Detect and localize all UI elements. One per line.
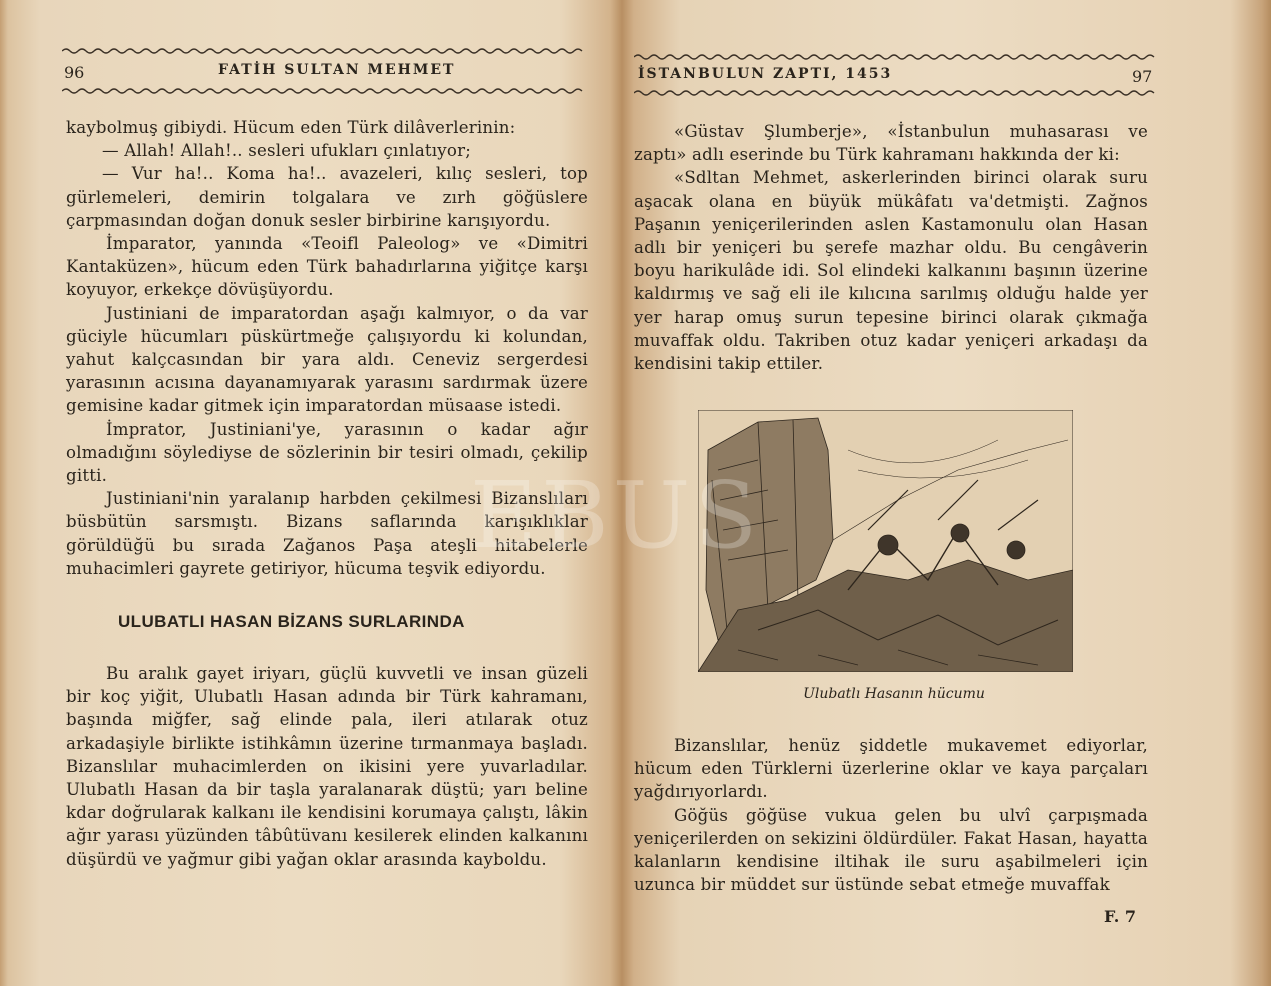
body-text-top xyxy=(66,116,588,580)
paragraph: kaybolmuş gibiydi. Hücum eden Türk dilâverlerinin: xyxy=(66,118,516,137)
paragraph: Justiniani'nin yaralanıp harbden çekilmesi Bizanslıları büsbütün sarsmıştı. Bizans saflarında karışıklıklar görüldüğü bu sırada Zağanos Paşa ateşli hitabelerle muhacimleri gayrete getiriyor, hücuma teşvik ediyordu. xyxy=(66,489,588,578)
signature-mark: F. 7 xyxy=(1104,907,1137,926)
running-header: İSTANBULUN ZAPTI, 1453 xyxy=(638,66,893,82)
paragraph: Bizanslılar, henüz şiddetle mukavemet ediyorlar, hücum eden Türklerni üzerlerine oklar ve kaya parçaları yağdırıyorlardı. xyxy=(634,736,1148,802)
paragraph: İmprator, Justiniani'ye, yarasının o kadar ağır olmadığını söylediyse de sözlerinin bir tesiri olmadı, çekilip gitti. xyxy=(66,419,588,486)
paragraph: — Vur ha!.. Koma ha!.. avazeleri, kılıç sesleri, top gürlemeleri, demirin tolgalara ve zırh göğüslere çarpmasından doğan donuk sesler birbirine karışıyordu. xyxy=(66,164,588,230)
header-rule-bottom xyxy=(634,88,1160,98)
page-number: 97 xyxy=(1132,67,1153,86)
watermark: EBUS xyxy=(470,462,762,569)
paragraph: «Güstav Şlumberje», «İstanbulun muhasarası ve zaptı» adlı eserinde bu Türk kahramanı hakkında der ki: xyxy=(634,122,1148,165)
paragraph: Bu aralık gayet iriyarı, güçlü kuvvetli ve insan güzeli bir koç yiğit, Ulubatlı Hasan adında bir Türk kahramanı, başında miğfer, sağ elinde pala, ileri atılarak otuz arkadaşiyle birlikte istihkâmın üzerine tırmanmaya başladı. Bizanslılar muhacimlerden on ikisini yere yuvarladılar. Ulubatlı Hasan da bir taşla yaralanarak düştü; yarı beline kdar doğrularak kalkanı ile kendisini korumaya çalıştı, lâkin ağır yarası yüzünden tâbûtüvanı kesilerek elinden kalkanını düşürdü ve yağmur gibi yağan oklar arasında kayboldu. xyxy=(66,664,588,869)
body-text-bottom xyxy=(634,734,1148,896)
body-text-top xyxy=(634,120,1148,375)
paragraph: «Sdltan Mehmet, askerlerinden birinci olarak suru aşacak olana en büyük mükâfatı va'detmişti. Zağnos Paşanın yeniçerilerinden aslen Kastamonulu olan Hasan adlı bir yeniçeri bu şerefe mazhar oldu. Bu cengâverin boyu harikulâde idi. Sol elindeki kalkanını başının üzerine kaldırmış ve sağ eli ile kılıcına sarılmış olduğu halde yer yer harap omuş surun tepesine birinci olarak çıkmağa muvaffak oldu. Takriben otuz kadar yeniçeri arkadaşı da kendisini takip ettiler. xyxy=(634,168,1148,374)
battle-illustration xyxy=(698,410,1073,672)
page-number: 96 xyxy=(64,63,85,82)
paragraph: — Allah! Allah!.. sesleri ufukları çınlatıyor; xyxy=(102,141,471,161)
running-header: FATİH SULTAN MEHMET xyxy=(218,62,456,78)
paragraph: Göğüs göğüse vukua gelen bu ulvî çarpışmada yeniçerilerden on sekizini öldürdüler. Fakat Hasan, hayatta kalanların kendisine iltihak ile suru aşabilmeleri için uzunca bir müddet sur üstünde sebat etmeğe muvaffak xyxy=(634,805,1148,895)
header-rule-top xyxy=(62,46,586,56)
paragraph: İmparator, yanında «Teoifl Paleolog» ve «Dimitri Kantaküzen», hücum eden Türk bahadırlarına yiğitçe karşı koyuyor, erkekçe dövüşüyordu. xyxy=(66,234,588,300)
left-page xyxy=(0,0,620,986)
paragraph: Justiniani de imparatordan aşağı kalmıyor, o da var güciyle hücumları püskürtmeğe çalışıyordu ki kolundan, yahut kalçcasından bir yara aldı. Ceneviz sergerdesi yarasının acısına dayanamıyarak yarasını sardırmak üzere gemisine kadar gitmek için imparatordan müsaase istedi. xyxy=(66,303,588,416)
header-rule-top xyxy=(634,52,1160,62)
section-title: ULUBATLI HASAN BİZANS SURLARINDA xyxy=(118,612,465,631)
body-text-bottom xyxy=(66,662,588,871)
header-rule-bottom xyxy=(62,86,586,96)
figure-caption: Ulubatlı Hasanın hücumu xyxy=(803,686,985,702)
